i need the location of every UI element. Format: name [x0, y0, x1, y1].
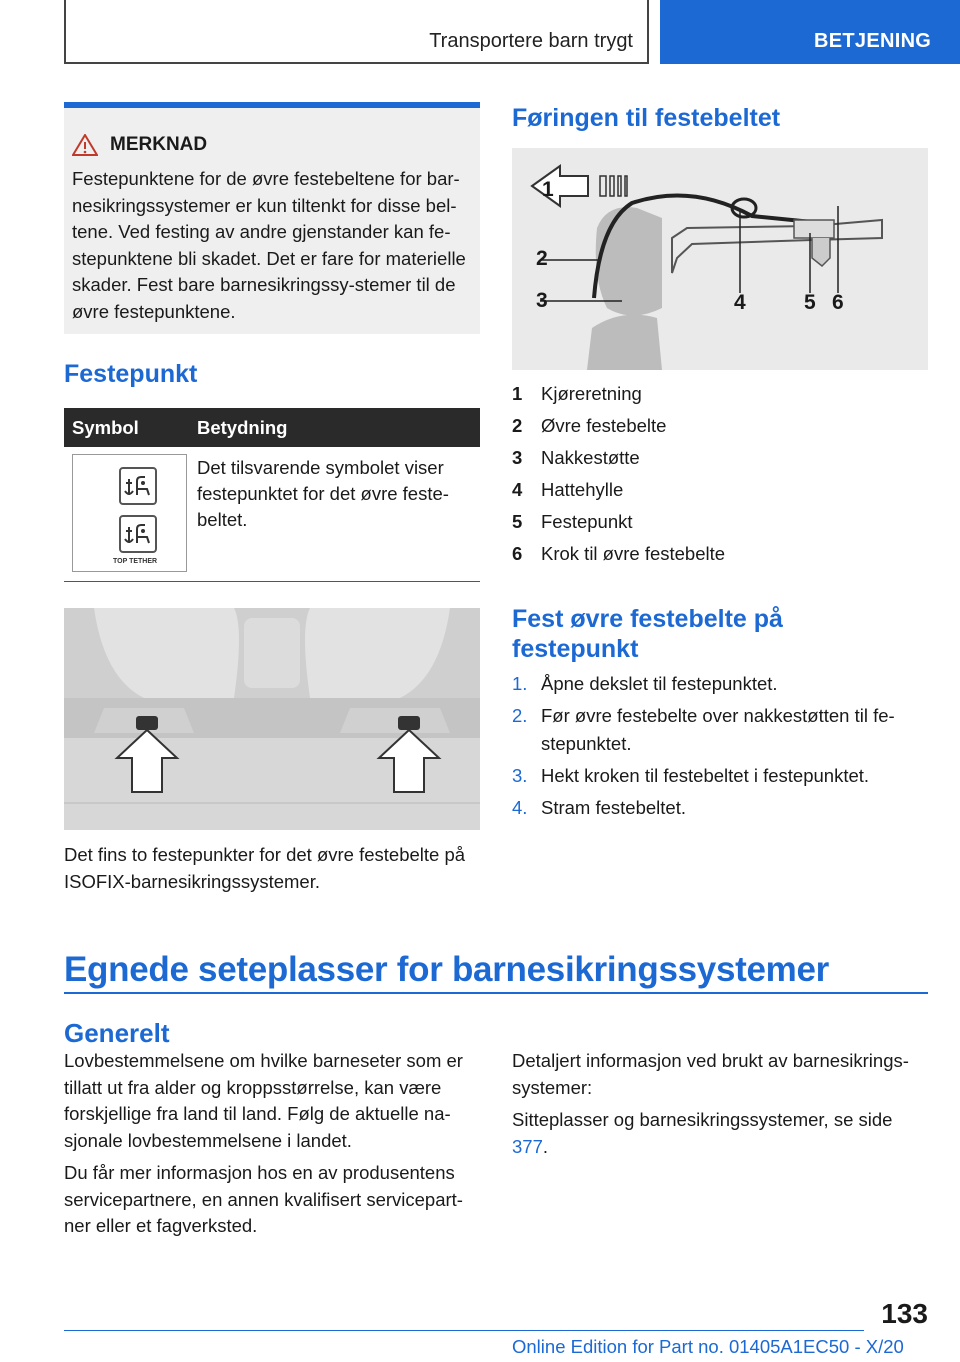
symbol-cell [72, 454, 187, 572]
legend-number: 1 [512, 383, 523, 404]
child-seat-anchor-icon [119, 467, 157, 505]
reference-text: Sitteplasser og barnesikringssystemer, se side [512, 1109, 893, 1130]
generelt-right-column [512, 1048, 928, 1160]
step-text: Før øvre festebelte over nakkestøtten til fe-stepunktet. [541, 705, 895, 754]
legend-label: Hattehylle [541, 479, 624, 500]
heading-rule [64, 992, 928, 994]
step-text: Hekt kroken til festebeltet i festepunktet. [541, 765, 870, 786]
diagram-callout-2: 2 [536, 247, 548, 270]
diagram-legend [512, 380, 928, 572]
step-text: Åpne dekslet til festepunktet. [541, 673, 778, 694]
list-item [512, 412, 928, 444]
list-item [512, 444, 928, 476]
table-header-row [64, 408, 480, 447]
generelt-para-1: Lovbestemmelsene om hvilke barneseter som er tillatt ut fra alder og kroppsstørrelse, kan være forskjellige fra land til land. Følg de aktuelle na-sjonale lovbestemmelsene i landet. [64, 1050, 463, 1151]
table-header-meaning: Betydning [197, 417, 288, 438]
step-text: Stram festebeltet. [541, 797, 686, 818]
diagram-callout-5: 5 [804, 291, 816, 314]
page-reference-link[interactable]: 377 [512, 1135, 543, 1157]
photo-caption: Det fins to festepunkter for det øvre festebelte på ISOFIX-barnesikringssystemer. [64, 844, 466, 892]
list-item [512, 476, 928, 508]
chapter-tab-label: BETJENING [814, 30, 932, 52]
section-title: Transportere barn trygt [429, 30, 633, 52]
list-item [512, 670, 928, 698]
notice-box [64, 102, 480, 334]
generelt-left-column [64, 1048, 480, 1240]
legend-number: 4 [512, 479, 523, 500]
legend-label: Kjøreretning [541, 383, 642, 404]
top-tether-icon [119, 515, 157, 553]
generelt-right-para-1: Detaljert informasjon ved brukt av barnesikrings-systemer: [512, 1050, 909, 1098]
top-tether-caption: TOP TETHER [113, 558, 158, 565]
reference-suffix: . [542, 1135, 549, 1157]
edition-footer: Online Edition for Part no. 01405A1EC50 - X/20 [512, 1336, 904, 1357]
legend-label: Krok til øvre festebelte [541, 543, 726, 564]
step-number: 4. [512, 797, 528, 818]
step-number: 2. [512, 705, 528, 726]
table-header-symbol: Symbol [72, 417, 139, 438]
generelt-para-2: Du får mer informasjon hos en av produsentens servicepartnere, en annen kvalifisert servicepart-ner eller et fagverksted. [64, 1162, 463, 1236]
symbol-table [64, 408, 480, 582]
legend-label: Nakkestøtte [541, 447, 640, 468]
diagram-callout-3: 3 [536, 289, 548, 312]
list-item [512, 794, 928, 822]
step-number: 3. [512, 765, 528, 786]
footer-rule [64, 1330, 864, 1331]
legend-label: Festepunkt [541, 511, 633, 532]
festepunkt-heading: Festepunkt [64, 360, 198, 388]
list-item [512, 540, 928, 572]
step-list [512, 670, 928, 826]
fest-heading-line1: Fest øvre festebelte på [512, 605, 783, 633]
list-item [512, 702, 928, 758]
notice-heading-label: MERKNAD [110, 134, 208, 155]
foringen-heading: Føringen til festebeltet [512, 104, 781, 132]
legend-number: 2 [512, 415, 523, 436]
egnede-heading: Egnede seteplasser for barnesikringssystemer [64, 950, 829, 989]
legend-number: 3 [512, 447, 523, 468]
fest-heading [512, 604, 783, 664]
list-item [512, 380, 928, 412]
legend-number: 5 [512, 511, 523, 532]
list-item [512, 508, 928, 540]
chapter-tab[interactable] [660, 0, 960, 64]
legend-label: Øvre festebelte [541, 415, 667, 436]
tether-routing-diagram [512, 148, 928, 370]
legend-number: 6 [512, 543, 523, 564]
warning-icon [72, 134, 98, 156]
generelt-heading: Generelt [64, 1018, 170, 1048]
step-number: 1. [512, 673, 528, 694]
page-number: 133 [881, 1298, 928, 1329]
notice-heading [72, 134, 207, 156]
list-item [512, 762, 928, 790]
table-cell-meaning: Det tilsvarende symbolet viser festepunktet for det øvre feste-beltet. [197, 457, 449, 530]
table-row [64, 447, 480, 582]
diagram-callout-6: 6 [832, 291, 844, 314]
diagram-callout-4: 4 [734, 291, 746, 314]
header-section-box [64, 0, 649, 64]
notice-text: Festepunktene for de øvre festebeltene for bar-nesikringssystemer er kun tiltenkt for disse bel-tene. Ved festing av andre gjenstander kan fe-stepunktene bli skadet. Det er fare for materielle skader. Fest bare barnesikringssy-stemer til de øvre festepunktene. [72, 168, 466, 322]
rear-seat-anchor-photo [64, 608, 480, 830]
diagram-callout-1: 1 [542, 178, 554, 201]
generelt-right-para-2 [512, 1107, 928, 1160]
fest-heading-line2: festepunkt [512, 635, 639, 663]
